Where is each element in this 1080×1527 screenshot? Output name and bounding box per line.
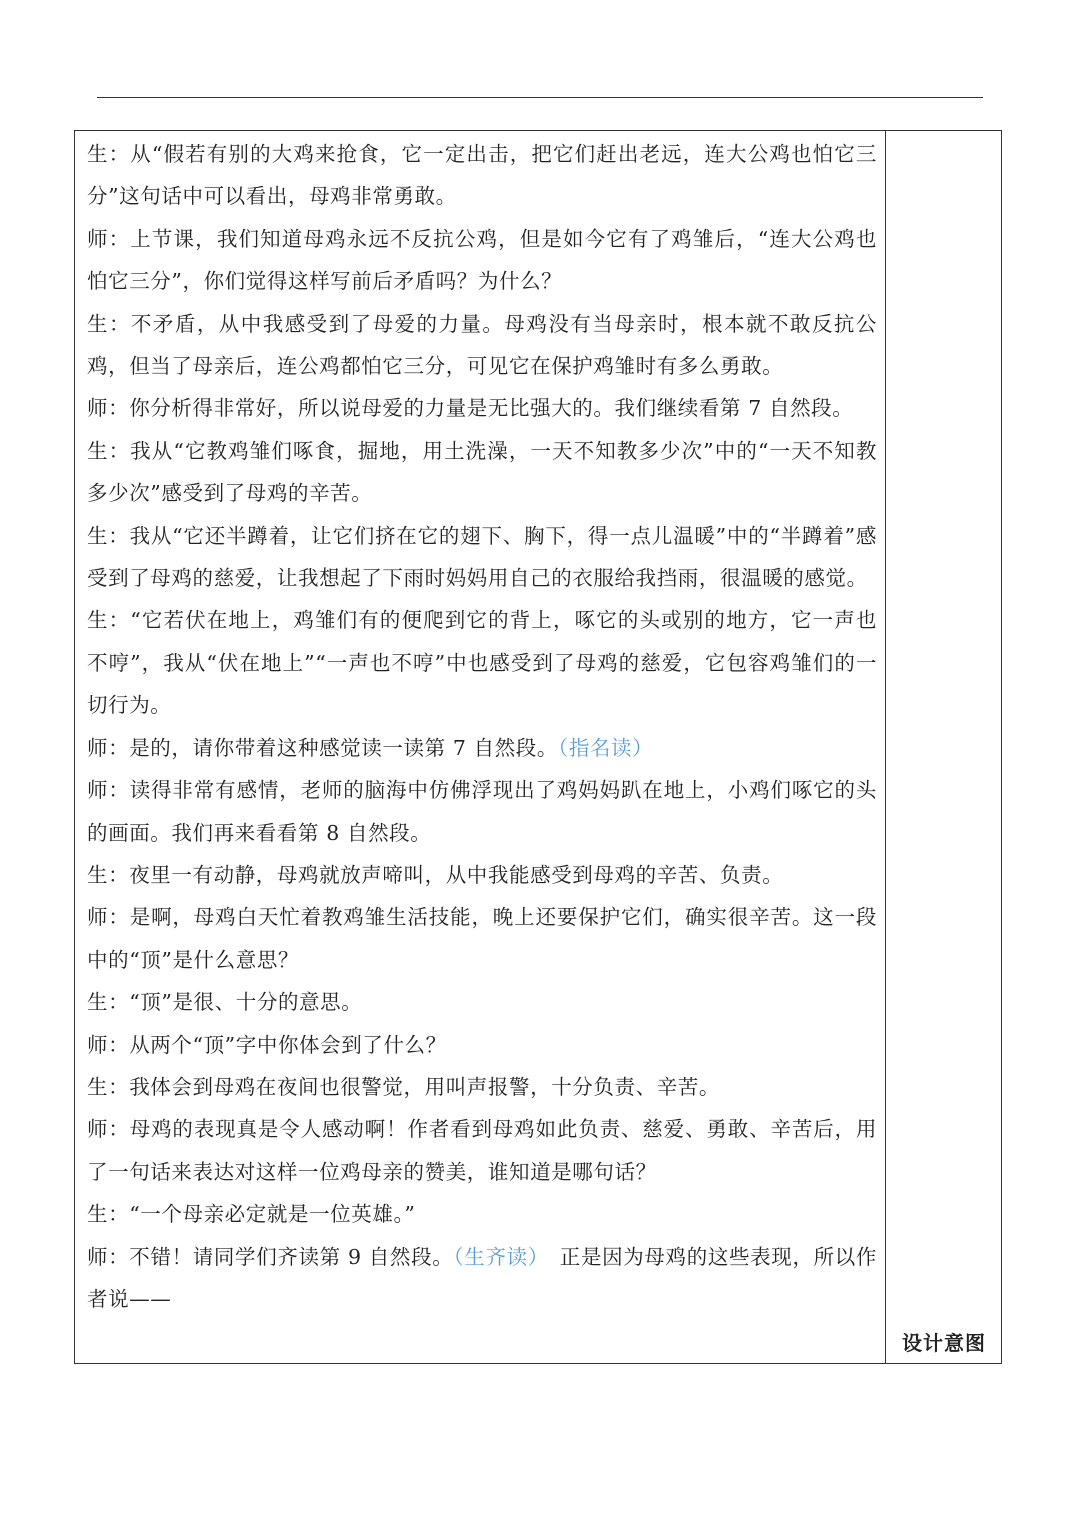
dialogue-line — [87, 133, 877, 218]
dialogue-line — [87, 981, 877, 1023]
line-text: 师：是啊，母鸡白天忙着教鸡雏生活技能，晚上还要保护它们，确实很辛苦。这一段中的“顶”是什么意思？ — [87, 905, 877, 972]
dialogue-line — [87, 1066, 877, 1108]
line-text: 师：从两个“顶”字中你体会到了什么？ — [87, 1032, 447, 1057]
line-text: 生：我从“它还半蹲着，让它们挤在它的翅下、胸下，得一点儿温暖”中的“半蹲着”感受到了母鸡的慈爱，让我想起了下雨时妈妈用自己的衣服给我挡雨，很温暖的感觉。 — [87, 523, 877, 591]
dialogue-line — [87, 515, 877, 600]
line-tail: 正是因为母鸡的这些表现，所以作者说—— — [87, 1244, 878, 1311]
column-divider — [885, 131, 886, 1363]
dialogue-line — [87, 303, 877, 388]
dialogue-line — [87, 1193, 877, 1235]
design-intent-label: 设计意图 — [902, 1330, 986, 1355]
dialogue-line — [87, 1108, 877, 1193]
line-text: 生：不矛盾，从中我感受到了母爱的力量。母鸡没有当母亲时，根本就不敢反抗公鸡，但当了母亲后，连公鸡都怕它三分，可见它在保护鸡雏时有多么勇敢。 — [87, 311, 877, 379]
dialogue-line — [87, 599, 877, 726]
line-text: 师：你分析得非常好，所以说母爱的力量是无比强大的。我们继续看第 7 自然段。 — [87, 396, 854, 421]
dialogue-line — [87, 727, 877, 769]
stage-note: （指名读） — [557, 735, 654, 760]
line-text: 生：从“假若有别的大鸡来抢食，它一定出击，把它们赶出老远，连大公鸡也怕它三分”这句话中可以看出，母鸡非常勇敢。 — [87, 142, 877, 209]
line-text: 师：读得非常有感情，老师的脑海中仿佛浮现出了鸡妈妈趴在地上，小鸡们啄它的头的画面。我们再来看看第 8 自然段。 — [87, 778, 877, 845]
dialogue-cell — [87, 133, 877, 1320]
design-intent-cell — [887, 1319, 1001, 1363]
dialogue-line — [87, 854, 877, 896]
line-text: 生：夜里一有动静，母鸡就放声啼叫，从中我能感受到母鸡的辛苦、负责。 — [87, 862, 784, 887]
lesson-table — [74, 130, 1002, 1364]
stage-note: （生齐读） — [453, 1244, 539, 1269]
dialogue-line — [87, 769, 877, 854]
line-text: 生：“一个母亲必定就是一位英雄。” — [87, 1202, 416, 1227]
dialogue-line — [87, 896, 877, 981]
line-text: 师：不错！请同学们齐读第 9 自然段。 — [87, 1244, 454, 1269]
dialogue-line — [87, 430, 877, 515]
line-text: 生：我从“它教鸡雏们啄食，掘地，用土洗澡，一天不知教多少次”中的“一天不知教多少次”感受到了母鸡的辛苦。 — [87, 438, 877, 506]
header-rule — [97, 97, 983, 98]
line-text: 生：“它若伏在地上，鸡雏们有的便爬到它的背上，啄它的头或别的地方，它一声也不哼”，我从“伏在地上”“一声也不哼”中也感受到了母鸡的慈爱，它包容鸡雏们的一切行为。 — [87, 608, 877, 718]
line-text: 师：是的，请你带着这种感觉读一读第 7 自然段。 — [87, 735, 558, 760]
line-text: 生：“顶”是很、十分的意思。 — [87, 990, 363, 1015]
dialogue-line — [87, 387, 877, 429]
dialogue-line — [87, 218, 877, 303]
dialogue-line — [87, 1236, 877, 1321]
line-text: 师：母鸡的表现真是令人感动啊！作者看到母鸡如此负责、慈爱、勇敢、辛苦后，用了一句话来表达对这样一位鸡母亲的赞美，谁知道是哪句话？ — [87, 1117, 877, 1184]
line-text: 生：我体会到母鸡在夜间也很警觉，用叫声报警，十分负责、辛苦。 — [87, 1074, 720, 1099]
line-text: 师：上节课，我们知道母鸡永远不反抗公鸡，但是如今它有了鸡雏后，“连大公鸡也怕它三分”，你们觉得这样写前后矛盾吗？为什么？ — [87, 226, 877, 294]
dialogue-line — [87, 1024, 877, 1066]
